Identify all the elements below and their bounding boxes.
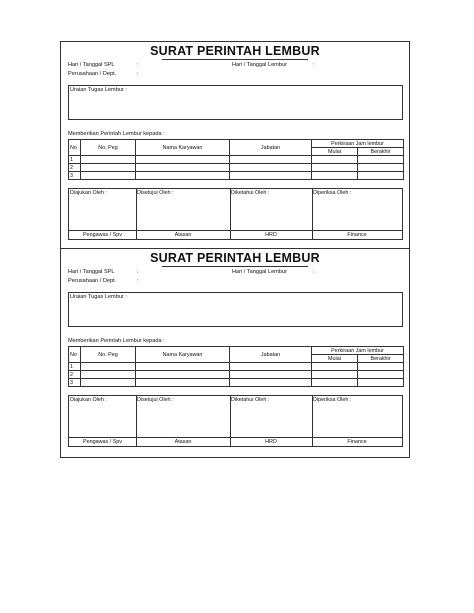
cell-nama[interactable] — [136, 172, 230, 180]
signature-box-diajukan[interactable] — [69, 189, 137, 239]
signature-box-disetujui[interactable] — [136, 396, 231, 446]
colon: : — [313, 269, 315, 275]
overtime-form-2 — [61, 249, 409, 455]
cell-no-peg[interactable] — [81, 164, 136, 172]
signature-head: Diketahui Oleh : — [231, 190, 270, 196]
title-underline — [162, 59, 308, 60]
uraian-tugas-box[interactable] — [68, 85, 403, 120]
th-nama-karyawan: Nama Karyawan — [136, 347, 230, 363]
row-number: 2 — [69, 371, 81, 379]
cell-berakhir[interactable] — [358, 156, 404, 164]
cell-mulai[interactable] — [312, 379, 358, 387]
th-jabatan: Jabatan — [230, 140, 312, 156]
table-row — [69, 172, 404, 180]
label-memberikan-perintah: Memberikan Perintah Lembur kepada : — [68, 131, 165, 137]
signature-box-diperiksa[interactable] — [312, 189, 402, 239]
cell-mulai[interactable] — [312, 156, 358, 164]
th-perkiraan-jam: Perkiraan Jam lembur — [312, 347, 404, 355]
signature-role: Pengawas / Spv — [69, 437, 136, 446]
label-hari-tanggal-lembur: Hari / Tanggal Lembur — [232, 269, 287, 275]
colon: : — [313, 62, 315, 68]
row-number: 3 — [69, 172, 81, 180]
th-perkiraan-jam: Perkiraan Jam lembur — [312, 140, 404, 148]
cell-nama[interactable] — [136, 164, 230, 172]
signature-role: Pengawas / Spv — [69, 230, 136, 239]
signature-head: Disetujui Oleh : — [137, 190, 174, 196]
cell-berakhir[interactable] — [358, 379, 404, 387]
th-no: No — [69, 347, 81, 363]
employee-table — [68, 346, 404, 387]
table-row — [69, 379, 404, 387]
th-no-peg: No. Peg — [81, 140, 136, 156]
cell-jabatan[interactable] — [230, 371, 312, 379]
th-no-peg: No. Peg — [81, 347, 136, 363]
form-title: SURAT PERINTAH LEMBUR — [150, 251, 320, 265]
signature-grid — [68, 395, 403, 447]
cell-jabatan[interactable] — [230, 164, 312, 172]
cell-no-peg[interactable] — [81, 363, 136, 371]
cell-no-peg[interactable] — [81, 156, 136, 164]
th-mulai: Mulai — [312, 148, 358, 156]
cell-mulai[interactable] — [312, 164, 358, 172]
document-sheet — [60, 41, 410, 458]
signature-role: HRD — [230, 437, 312, 446]
table-row — [69, 156, 404, 164]
label-perusahaan-dept: Perusahaan / Dept. — [68, 278, 117, 284]
row-number: 3 — [69, 379, 81, 387]
label-hari-tanggal-lembur: Hari / Tanggal Lembur — [232, 62, 287, 68]
cell-jabatan[interactable] — [230, 172, 312, 180]
cell-no-peg[interactable] — [81, 379, 136, 387]
th-mulai: Mulai — [312, 355, 358, 363]
signature-box-diketahui[interactable] — [230, 396, 313, 446]
colon: : — [137, 71, 139, 77]
th-nama-karyawan: Nama Karyawan — [136, 140, 230, 156]
form-title: SURAT PERINTAH LEMBUR — [150, 44, 320, 58]
row-number: 1 — [69, 363, 81, 371]
th-berakhir: Berakhir — [358, 148, 404, 156]
signature-box-diajukan[interactable] — [69, 396, 137, 446]
label-uraian-tugas: Uraian Tugas Lembur : — [70, 294, 127, 300]
table-row — [69, 164, 404, 172]
table-row — [69, 371, 404, 379]
signature-grid — [68, 188, 403, 240]
cell-berakhir[interactable] — [358, 172, 404, 180]
label-perusahaan-dept: Perusahaan / Dept. — [68, 71, 117, 77]
signature-head: Diperiksa Oleh : — [313, 397, 352, 403]
th-no: No — [69, 140, 81, 156]
cell-no-peg[interactable] — [81, 172, 136, 180]
uraian-tugas-box[interactable] — [68, 292, 403, 327]
cell-jabatan[interactable] — [230, 363, 312, 371]
cell-mulai[interactable] — [312, 371, 358, 379]
title-underline — [162, 266, 308, 267]
signature-head: Diketahui Oleh : — [231, 397, 270, 403]
cell-mulai[interactable] — [312, 363, 358, 371]
signature-head: Diajukan Oleh : — [70, 190, 107, 196]
colon: : — [137, 62, 139, 68]
label-memberikan-perintah: Memberikan Perintah Lembur kepada : — [68, 338, 165, 344]
signature-box-diperiksa[interactable] — [312, 396, 402, 446]
cell-mulai[interactable] — [312, 172, 358, 180]
row-number: 1 — [69, 156, 81, 164]
cell-berakhir[interactable] — [358, 371, 404, 379]
employee-table — [68, 139, 404, 180]
cell-no-peg[interactable] — [81, 371, 136, 379]
signature-head: Diperiksa Oleh : — [313, 190, 352, 196]
table-row — [69, 363, 404, 371]
cell-nama[interactable] — [136, 379, 230, 387]
signature-box-disetujui[interactable] — [136, 189, 231, 239]
cell-berakhir[interactable] — [358, 164, 404, 172]
cell-jabatan[interactable] — [230, 379, 312, 387]
label-hari-tanggal-spl: Hari / Tanggal SPL — [68, 269, 115, 275]
overtime-form-1 — [61, 42, 409, 249]
th-jabatan: Jabatan — [230, 347, 312, 363]
label-uraian-tugas: Uraian Tugas Lembur : — [70, 87, 127, 93]
label-hari-tanggal-spl: Hari / Tanggal SPL — [68, 62, 115, 68]
signature-head: Disetujui Oleh : — [137, 397, 174, 403]
cell-nama[interactable] — [136, 363, 230, 371]
cell-berakhir[interactable] — [358, 363, 404, 371]
signature-role: Atasan — [136, 230, 230, 239]
signature-role: Finance — [312, 230, 402, 239]
colon: : — [137, 278, 139, 284]
cell-nama[interactable] — [136, 371, 230, 379]
cell-nama[interactable] — [136, 156, 230, 164]
signature-box-diketahui[interactable] — [230, 189, 313, 239]
signature-role: Atasan — [136, 437, 230, 446]
colon: : — [137, 269, 139, 275]
th-berakhir: Berakhir — [358, 355, 404, 363]
signature-role: HRD — [230, 230, 312, 239]
signature-head: Diajukan Oleh : — [70, 397, 107, 403]
signature-role: Finance — [312, 437, 402, 446]
row-number: 2 — [69, 164, 81, 172]
cell-jabatan[interactable] — [230, 156, 312, 164]
